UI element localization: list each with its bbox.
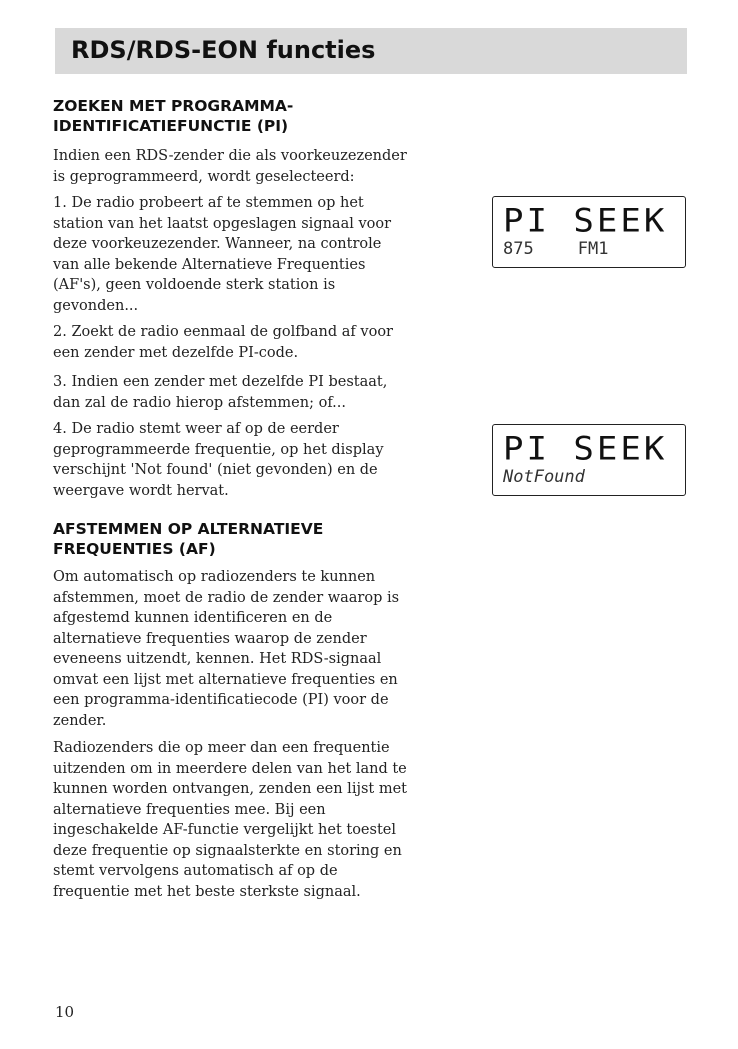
display-band: FM1	[577, 239, 609, 259]
text-line: ingeschakelde AF-functie vergelijkt het toestel	[53, 822, 397, 838]
heading-line: FREQUENTIES (AF)	[53, 540, 216, 558]
text-line: (AF's), geen voldoende sterk station is	[53, 277, 336, 293]
text-line: 3. Indien een zender met dezelfde PI bestaat,	[53, 374, 388, 390]
text-line: weergave wordt hervat.	[53, 482, 229, 499]
radio-display-not-found	[492, 424, 686, 496]
step-3	[53, 372, 473, 413]
section-header-bar	[55, 28, 687, 74]
text-line: 2. Zoekt de radio eenmaal de golfband af voor	[53, 324, 393, 340]
text-line: deze frequentie op signaalsterkte en storing en	[53, 842, 402, 859]
text-line: frequentie met het beste sterkste signaal.	[53, 883, 361, 900]
text-line: omvat een lijst met alternatieve frequenties en	[53, 671, 398, 688]
text-line: 4. De radio stemt weer af op de eerder	[53, 421, 339, 437]
paragraph-intro	[53, 146, 473, 187]
page-number: 10	[55, 1003, 75, 1021]
page-title: RDS/RDS-EON functies	[71, 36, 376, 64]
text-line: Indien een RDS-zender die als voorkeuzezender	[53, 148, 407, 164]
text-line: een zender met dezelfde PI-code.	[53, 344, 299, 361]
text-line: 1. De radio probeert af te stemmen op het	[53, 195, 364, 211]
text-line: station van het laatst opgeslagen signaal voor	[53, 215, 392, 232]
text-line: deze voorkeuzezender. Wanneer, na controle	[53, 236, 382, 252]
text-line: zender.	[53, 712, 107, 729]
text-line: kunnen worden ontvangen, zenden een lijst met	[53, 781, 407, 797]
text-line: stemt vervolgens automatisch af op de	[53, 863, 338, 879]
section-af-heading	[53, 519, 473, 559]
paragraph-af-1	[53, 567, 473, 731]
heading-line: AFSTEMMEN OP ALTERNATIEVE	[53, 520, 324, 538]
text-line: alternatieve frequenties waarop de zender	[53, 630, 367, 647]
step-1	[53, 193, 473, 316]
text-line: van alle bekende Alternatieve Frequenties	[53, 256, 366, 273]
text-line: Om automatisch op radiozenders te kunnen	[53, 569, 376, 585]
step-2	[53, 322, 473, 363]
heading-line: ZOEKEN MET PROGRAMMA-	[53, 97, 294, 115]
text-line: gevonden...	[53, 297, 139, 314]
text-line: afstemmen, moet de radio de zender waarop is	[53, 589, 400, 606]
text-line: is geprogrammeerd, wordt geselecteerd:	[53, 168, 355, 185]
text-line: eveneens uitzendt, kennen. Het RDS-signaal	[53, 651, 382, 667]
section-pi-heading	[53, 96, 473, 136]
text-line: afgestemd kunnen identificeren en de	[53, 610, 333, 626]
text-line: alternatieve frequenties mee. Bij een	[53, 801, 326, 818]
text-line: verschijnt 'Not found' (niet gevonden) en de	[53, 462, 378, 478]
step-4	[53, 419, 473, 501]
heading-line: IDENTIFICATIEFUNCTIE (PI)	[53, 117, 289, 135]
text-line: Radiozenders die op meer dan een frequentie	[53, 740, 390, 756]
display-main-text: PI SEEK	[503, 202, 668, 240]
text-line: uitzenden om in meerdere delen van het land te	[53, 760, 407, 777]
display-status-text: NotFound	[503, 467, 585, 487]
display-frequency: 875	[503, 239, 534, 259]
text-line: dan zal de radio hierop afstemmen; of...	[53, 394, 347, 411]
text-line: een programma-identificatiecode (PI) voor de	[53, 692, 389, 708]
radio-display-pi-seek	[492, 196, 686, 268]
display-main-text: PI SEEK	[503, 430, 668, 468]
paragraph-af-2	[53, 738, 473, 902]
display-sub-text	[503, 239, 608, 259]
text-line: geprogrammeerde frequentie, op het display	[53, 441, 384, 458]
